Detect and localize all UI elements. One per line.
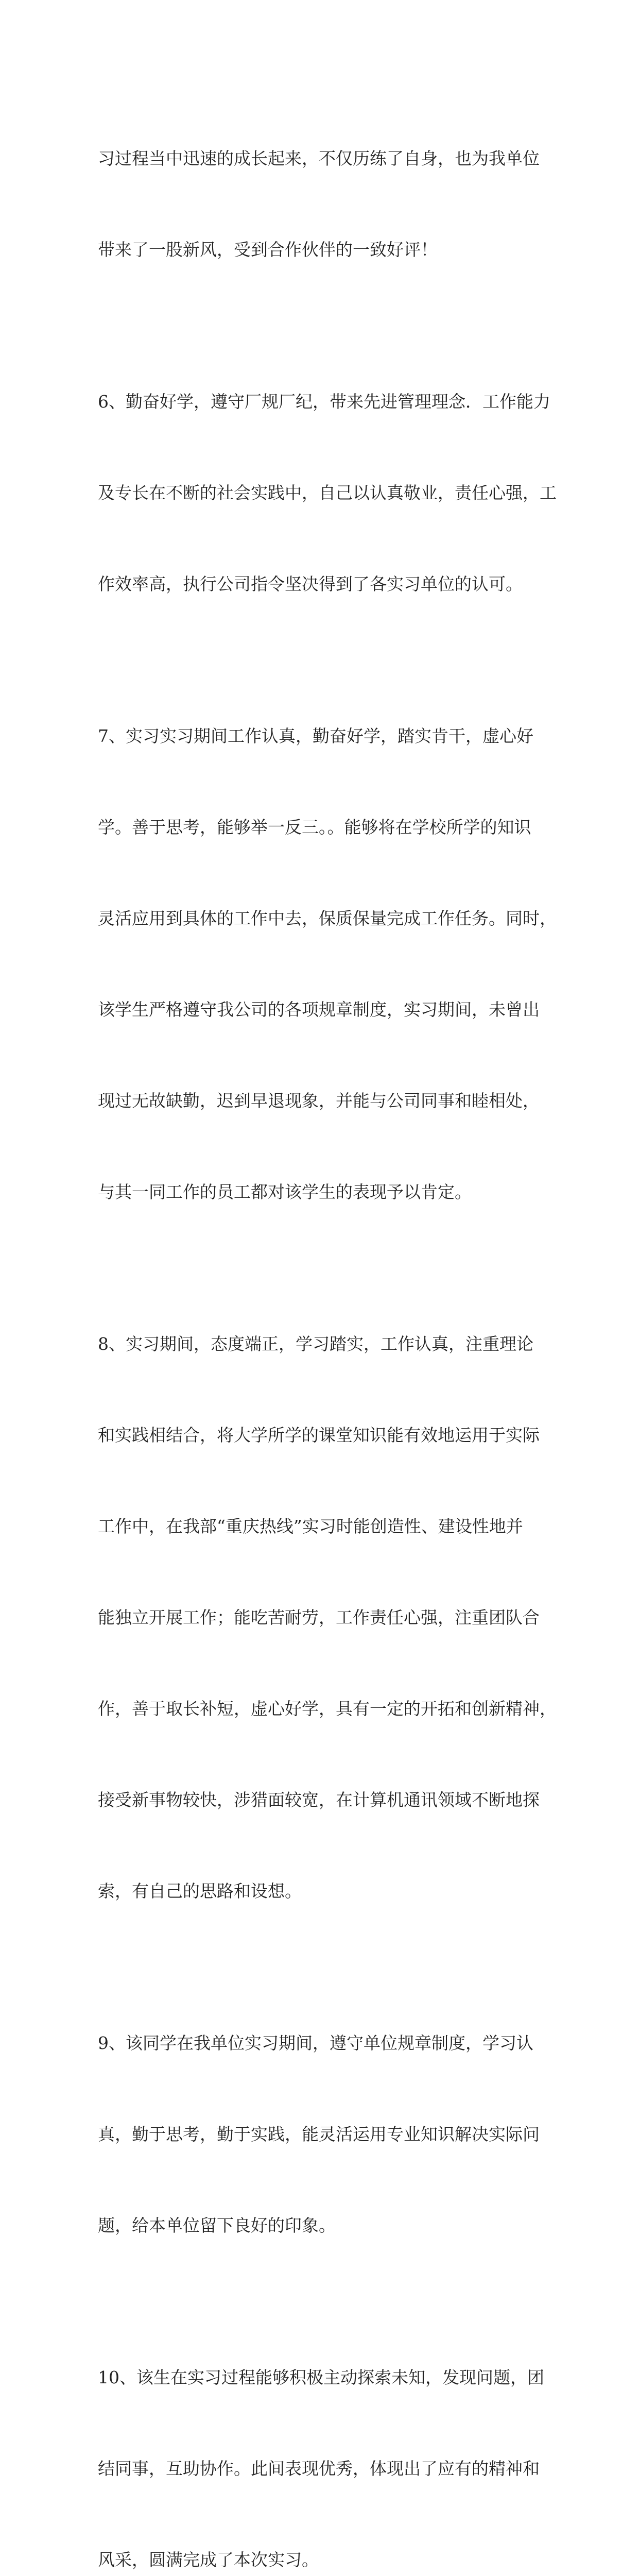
text-line: 习过程当中迅速的成长起来，不仅历练了自身，也为我单位 bbox=[98, 148, 540, 168]
text-line: 索，有自己的思路和设想。 bbox=[98, 1881, 302, 1901]
text-line: 7、实习实习期间工作认真，勤奋好学，踏实肯干，虚心好 bbox=[98, 726, 533, 746]
text-line: 接受新事物较快，涉猎面较宽，在计算机通讯领域不断地探 bbox=[98, 1790, 540, 1810]
text-line: 风采，圆满完成了本次实习。 bbox=[98, 2550, 319, 2570]
text-line: 该学生严格遵守我公司的各项规章制度，实习期间，未曾出 bbox=[98, 999, 540, 1020]
paragraph-item-6 bbox=[98, 326, 561, 660]
text-line: 与其一同工作的员工都对该学生的表现予以肯定。 bbox=[98, 1182, 472, 1202]
paragraph-item-8 bbox=[98, 1268, 561, 1967]
text-line: 和实践相结合，将大学所学的课堂知识能有效地运用于实际 bbox=[98, 1425, 540, 1445]
paragraph-continuation bbox=[98, 82, 561, 326]
text-line: 学。善于思考，能够举一反三。。能够将在学校所学的知识 bbox=[98, 817, 531, 837]
text-line: 8、实习期间，态度端正，学习踏实，工作认真，注重理论 bbox=[98, 1334, 533, 1354]
text-line: 作，善于取长补短，虚心好学，具有一定的开拓和创新精神， bbox=[98, 1699, 557, 1719]
text-line: 工作中，在我部“重庆热线”实习时能创造性、建设性地并 bbox=[98, 1516, 523, 1536]
text-line: 能独立开展工作；能吃苦耐劳，工作责任心强，注重团队合 bbox=[98, 1607, 540, 1628]
text-line: 真，勤于思考，勤于实践，能灵活运用专业知识解决实际问 bbox=[98, 2124, 540, 2144]
text-line: 灵活应用到具体的工作中去，保质保量完成工作任务。同时， bbox=[98, 908, 557, 928]
text-line: 题，给本单位留下良好的印象。 bbox=[98, 2215, 336, 2235]
text-line: 作效率高，执行公司指令坚决得到了各实习单位的认可。 bbox=[98, 574, 523, 594]
text-line: 带来了一股新风，受到合作伙伴的一致好评！ bbox=[98, 240, 438, 260]
text-line: 6、勤奋好学，遵守厂规厂纪，带来先进管理理念．工作能力 bbox=[98, 392, 550, 412]
text-line: 10、该生在实习过程能够积极主动探索未知，发现问题，团 bbox=[98, 2367, 544, 2387]
text-line: 现过无故缺勤，迟到早退现象，并能与公司同事和睦相处， bbox=[98, 1091, 540, 1111]
paragraph-item-7 bbox=[98, 660, 561, 1268]
document-body bbox=[98, 82, 561, 2576]
text-line: 结同事，互助协作。此间表现优秀，体现出了应有的精神和 bbox=[98, 2459, 540, 2479]
text-line: 及专长在不断的社会实践中，自己以认真敬业，责任心强，工 bbox=[98, 483, 557, 503]
paragraph-item-9 bbox=[98, 1967, 561, 2301]
paragraph-item-10 bbox=[98, 2301, 561, 2576]
text-line: 9、该同学在我单位实习期间，遵守单位规章制度，学习认 bbox=[98, 2033, 533, 2053]
